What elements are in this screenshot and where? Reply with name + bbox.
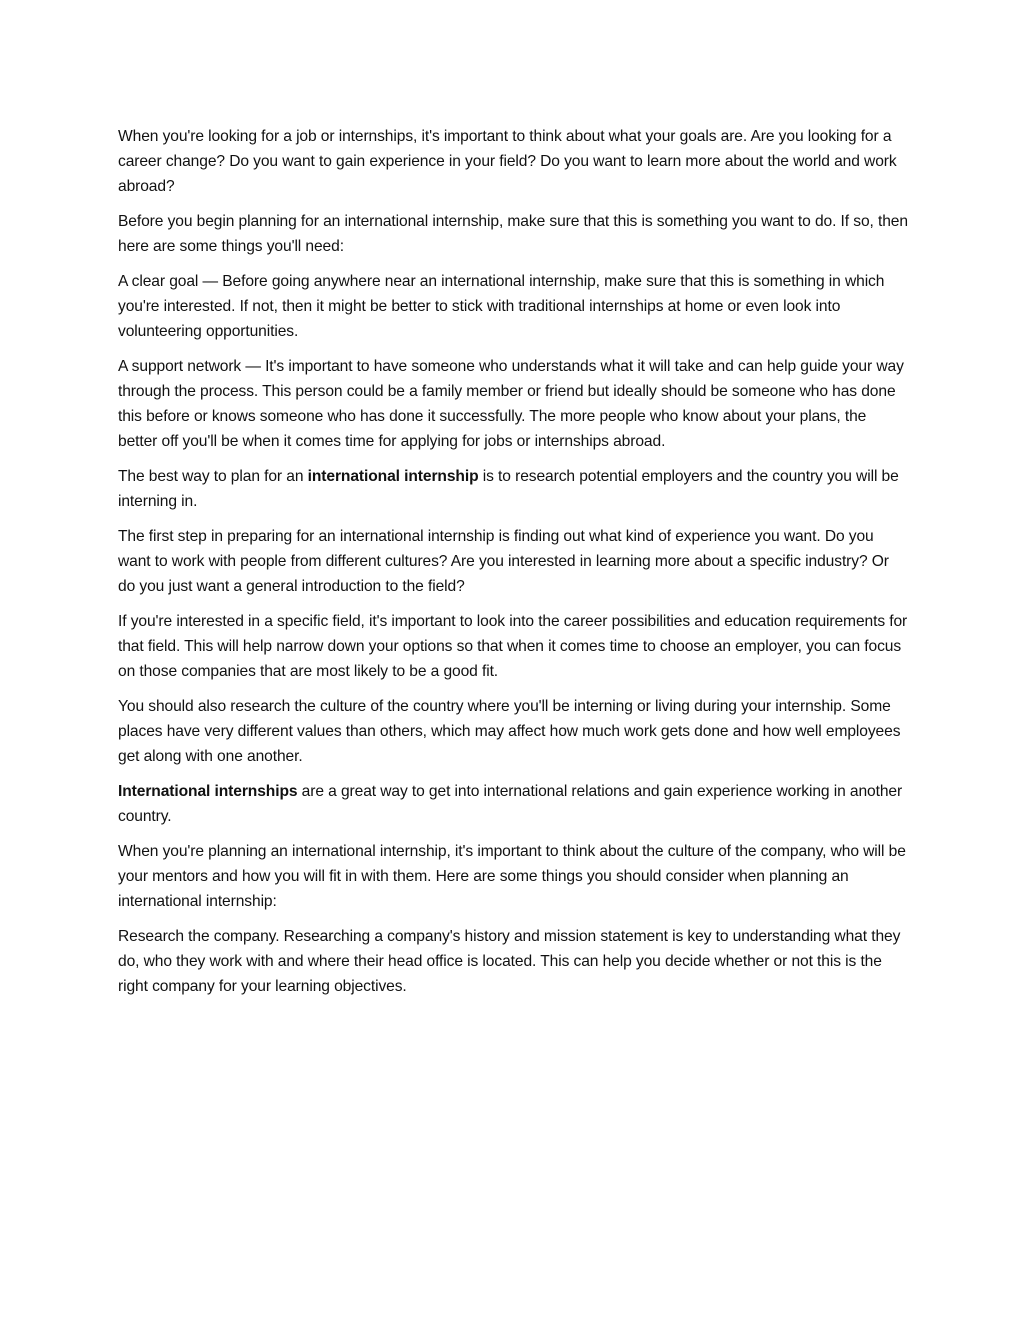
text-run: is to research potential employers and the country you will be interning in. <box>118 468 899 510</box>
bold-keyword: International internships <box>118 783 298 800</box>
text-run: The best way to plan for an <box>118 468 308 485</box>
paragraph-first-step: The first step in preparing for an international internship is finding out what kind of experience you want. Do you want to work with people from different cultures? Are you interested in learning more about a specific industry? Or do you just want a general introduction to the field? <box>118 528 889 595</box>
paragraph-research-company: Research the company. Researching a company's history and mission statement is key to understanding what they do, who they work with and where their head office is located. This can help you decide whether or not this is the right company for your learning objectives. <box>118 928 901 995</box>
paragraph-planning: When you're planning an international internship, it's important to think about the culture of the company, who will be your mentors and how you will fit in with them. Here are some things you should consider when planning an international internship: <box>118 843 906 910</box>
bold-keyword: international internship <box>307 468 479 485</box>
paragraph-goals: When you're looking for a job or internships, it's important to think about what your goals are. Are you looking for a career change? Do you want to gain experience in your field? Do you want to learn more about the world and work abroad? <box>118 128 897 195</box>
paragraph-international-internships <box>118 779 908 829</box>
paragraph-culture: You should also research the culture of the country where you'll be interning or living during your internship. Some places have very different values than others, which may affect how much work gets done and how well employees get along with one another. <box>118 698 901 765</box>
paragraph-specific-field: If you're interested in a specific field, it's important to look into the career possibilities and education requirements for that field. This will help narrow down your options so that when it comes time to choose an employer, you can focus on those companies that are most likely to be a good fit. <box>118 613 908 680</box>
text-run: are a great way to get into international relations and gain experience working in another country. <box>118 783 903 825</box>
paragraph-clear-goal: A clear goal — Before going anywhere near an international internship, make sure that this is something in which you're interested. If not, then it might be better to stick with traditional internships at home or even look into volunteering opportunities. <box>118 273 885 340</box>
paragraph-support-network: A support network — It's important to have someone who understands what it will take and can help guide your way through the process. This person could be a family member or friend but ideally should be someone who has done this before or knows someone who has done it successfully. The more people who know about your plans, the better off you'll be when it comes time for applying for jobs or internships abroad. <box>118 358 904 450</box>
paragraph-before-you-begin: Before you begin planning for an international internship, make sure that this is something you want to do. If so, then here are some things you'll need: <box>118 213 908 255</box>
document-body <box>118 124 908 1009</box>
paragraph-best-way <box>118 464 908 514</box>
